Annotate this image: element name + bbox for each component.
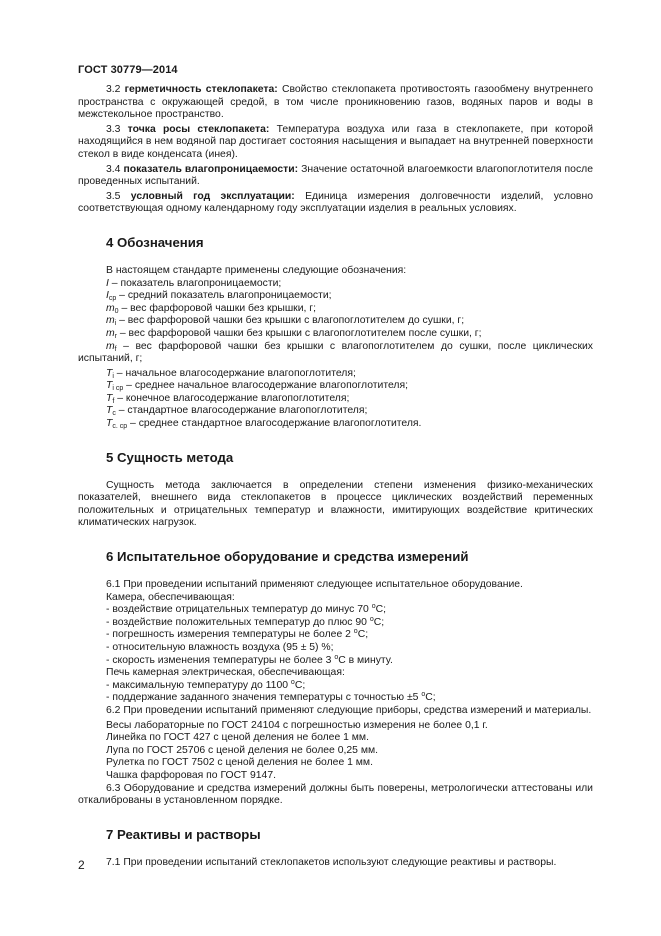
symbol-description: – средний показатель влагопроницаемости;	[116, 290, 332, 302]
definition-term: показатель влагопроницаемости:	[123, 163, 299, 175]
symbol-subscript: c	[112, 410, 116, 418]
definition-text: Температура воздуха или газа в стеклопакете, при которой находящийся в нем водяной пар достигает состояния насыщения и выпадает на внутренней поверхности стекол в виде конденсата (инея).	[78, 123, 594, 160]
symbol-description: – показатель влагопроницаемости;	[108, 277, 282, 289]
requirement-text: - погрешность измерения температуры не более 2	[106, 629, 354, 641]
section-5-text: Сущность метода заключается в определении степени изменения физико-механических показателей, внешнего вида стеклопакетов в процессе циклических воздействий переменных положительных и отрицательных температур и влажности, имитирующих воздействие критических климатических нагрузок.	[78, 479, 593, 529]
definition-text: Свойство стеклопакета противостоять газообмену внутреннего пространства с окружающей средой, в том числе проникновению газов, водяных паров и воды в межстекольное пространство.	[78, 84, 593, 121]
definition-text: Значение остаточной влагоемкости влагопоглотителя после проведенных испытаний.	[78, 163, 593, 188]
chamber-requirements	[78, 604, 593, 667]
chamber-heading: Камера, обеспечивающая:	[106, 591, 235, 603]
symbols-list	[78, 278, 593, 431]
symbol-item	[78, 341, 593, 366]
degree-mark: о	[290, 678, 295, 686]
requirement-unit: С;	[357, 629, 369, 641]
requirement-text: - воздействие отрицательных температур до минус 70	[106, 604, 372, 616]
requirement-unit: С в минуту.	[338, 654, 393, 666]
symbol-item	[78, 368, 593, 381]
definition-number: 3.4	[106, 163, 124, 175]
symbol-description: – вес фарфоровой чашки без крышки с влагопоглотителем до сушки, г;	[116, 315, 465, 327]
symbol-subscript: i	[114, 320, 117, 328]
symbol-subscript: f	[112, 397, 115, 405]
symbol-letter: T	[106, 392, 113, 404]
requirement-item	[78, 655, 593, 668]
section-4-title: 4 Обозначения	[106, 234, 204, 250]
definition-number: 3.3	[106, 123, 128, 135]
page-number: 2	[78, 858, 85, 872]
furnace-requirements	[78, 680, 593, 705]
symbol-letter: I	[106, 290, 109, 302]
section-5-title: 5 Сущность метода	[106, 449, 234, 465]
instrument-item: Лупа по ГОСТ 25706 с ценой деления не более 0,25 мм.	[106, 744, 379, 756]
requirement-text: - относительную влажность воздуха (95 ± 5) %;	[106, 642, 334, 653]
degree-mark: о	[421, 691, 426, 699]
requirement-item	[78, 629, 593, 642]
symbol-item	[78, 380, 593, 393]
symbol-item	[78, 328, 593, 341]
furnace-heading: Печь камерная электрическая, обеспечивающая:	[106, 667, 345, 679]
symbol-subscript: f	[114, 345, 117, 353]
instrument-item: Весы лабораторные по ГОСТ 24104 с погрешностью измерения не более 0,1 г.	[106, 719, 488, 731]
symbol-description: – среднее стандартное влагосодержание влагопоглотителя.	[127, 418, 422, 430]
requirement-item	[78, 692, 593, 705]
requirement-item	[78, 604, 593, 617]
degree-mark: о	[353, 628, 358, 636]
symbol-item	[78, 393, 593, 406]
symbol-letter: m	[106, 340, 115, 352]
symbol-description: – конечное влагосодержание влагопоглотителя;	[114, 392, 350, 404]
symbol-description: – вес фарфоровой чашки без крышки с влагопоглотителем до сушки, после циклических испытаний, г;	[78, 340, 593, 365]
requirement-text: - максимальную температуру до 1100	[106, 679, 291, 691]
symbol-item	[78, 278, 593, 291]
instruments-list	[78, 720, 593, 783]
requirement-unit: С;	[373, 616, 385, 628]
symbol-letter: m	[106, 327, 115, 339]
symbol-letter: T	[106, 405, 113, 417]
clause-6-2: 6.2 При проведении испытаний применяют следующие приборы, средства измерений и материалы.	[106, 704, 592, 716]
requirement-text: - поддержание заданного значения температуры с точностью ±5	[106, 692, 422, 704]
symbol-subscript: ср	[108, 295, 117, 303]
requirement-unit: С;	[294, 679, 306, 691]
symbol-letter: T	[106, 367, 113, 379]
document-id: ГОСТ 30779—2014	[78, 64, 178, 76]
requirement-text: - скорость изменения температуры не более 3	[106, 654, 335, 666]
requirement-item	[78, 617, 593, 630]
degree-mark: о	[334, 653, 339, 661]
requirement-item	[78, 680, 593, 693]
definition-3-2	[78, 84, 593, 122]
symbol-subscript: r	[114, 332, 117, 340]
instrument-item: Рулетка по ГОСТ 7502 с ценой деления не более 1 мм.	[106, 757, 373, 769]
degree-mark: о	[369, 615, 374, 623]
definition-3-5	[78, 191, 593, 216]
clause-7-1: 7.1 При проведении испытаний стеклопакетов используют следующие реактивы и растворы.	[106, 856, 557, 868]
definition-3-4	[78, 164, 593, 189]
symbol-item	[78, 418, 593, 431]
symbol-letter: I	[106, 277, 109, 289]
definition-number: 3.2	[106, 84, 125, 95]
definition-term: условный год эксплуатации:	[130, 190, 295, 202]
section-4-intro: В настоящем стандарте применены следующие обозначения:	[106, 264, 407, 276]
symbol-item	[78, 315, 593, 328]
instrument-item: Линейка по ГОСТ 427 с ценой деления не более 1 мм.	[106, 732, 369, 744]
symbol-item	[78, 303, 593, 316]
symbol-subscript: c. ср	[112, 423, 128, 431]
symbol-description: – начальное влагосодержание влагопоглотителя;	[113, 367, 356, 379]
symbol-description: – вес фарфоровой чашки без крышки с влагопоглотителем после сушки, г;	[117, 327, 482, 339]
clause-6-3: 6.3 Оборудование и средства измерений должны быть поверены, метрологически аттестованы или откалиброваны в установленном порядке.	[78, 782, 593, 807]
symbol-subscript: i ср	[112, 385, 124, 393]
instrument-item: Чашка фарфоровая по ГОСТ 9147.	[106, 769, 276, 781]
clause-6-1: 6.1 При проведении испытаний применяют следующее испытательное оборудование.	[106, 579, 523, 591]
symbol-letter: T	[106, 418, 113, 430]
definitions-list	[78, 84, 593, 216]
definition-term: точка росы стеклопакета:	[127, 123, 270, 135]
requirement-unit: С;	[375, 604, 387, 616]
definition-term: герметичность стеклопакета:	[124, 84, 278, 95]
symbol-letter: m	[106, 302, 115, 314]
symbol-letter: m	[106, 315, 115, 327]
requirement-text: - воздействие положительных температур до плюс 90	[106, 616, 370, 628]
page-body	[78, 84, 593, 869]
symbol-description: – среднее начальное влагосодержание влагопоглотителя;	[123, 380, 408, 392]
symbol-subscript: 0	[114, 307, 119, 315]
symbol-description: – вес фарфоровой чашки без крышки, г;	[118, 302, 316, 314]
symbol-subscript: i	[112, 372, 114, 380]
section-6-title: 6 Испытательное оборудование и средства измерений	[106, 549, 469, 565]
symbol-item	[78, 290, 593, 303]
requirement-unit: С;	[425, 692, 436, 704]
symbol-description: – стандартное влагосодержание влагопоглотителя;	[115, 405, 368, 417]
symbol-item	[78, 405, 593, 418]
symbol-letter: T	[106, 380, 113, 392]
section-7-title: 7 Реактивы и растворы	[106, 826, 261, 842]
definition-text: Единица измерения долговечности изделий, условно соответствующая одному календарному году эксплуатации изделия в реальных условиях.	[78, 190, 593, 215]
definition-3-3	[78, 124, 593, 162]
definition-number: 3.5	[106, 190, 131, 202]
degree-mark: о	[371, 603, 376, 611]
